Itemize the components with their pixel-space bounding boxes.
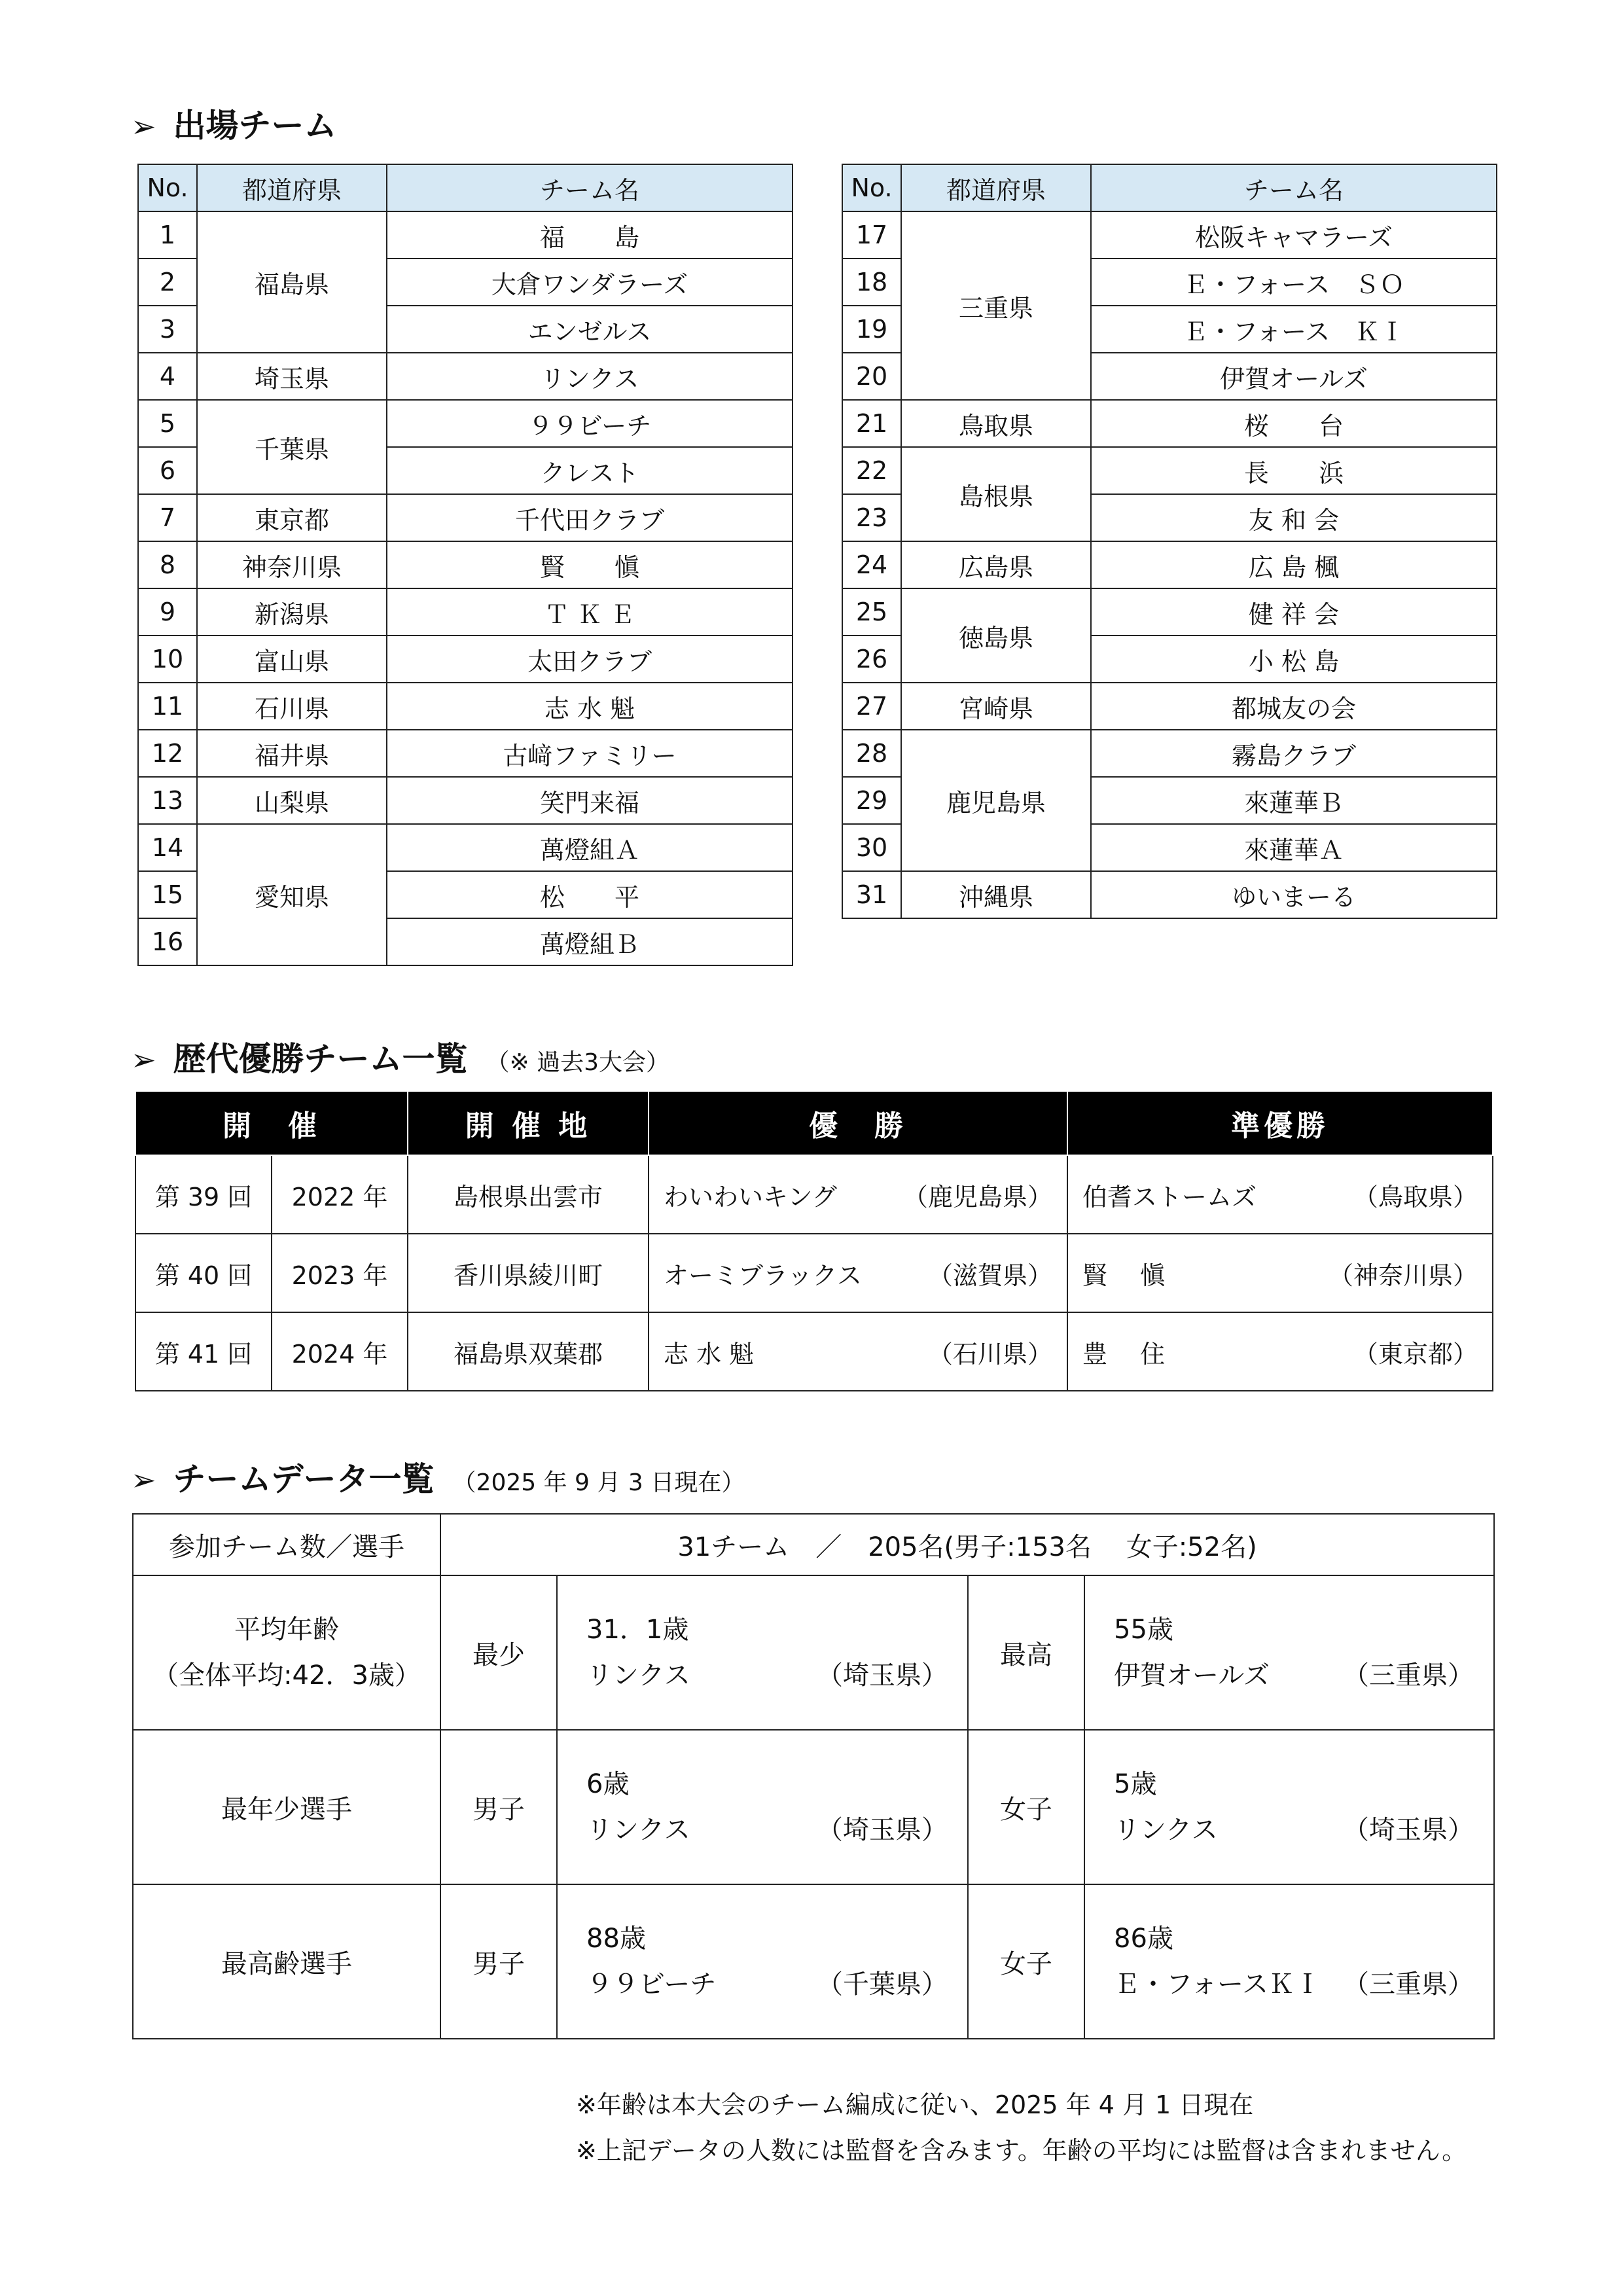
year: 2023 年 — [272, 1234, 408, 1312]
prefecture: 富山県 — [197, 636, 387, 683]
team-name: 賢 愼 — [387, 541, 793, 588]
header-held: 開 催 — [135, 1091, 408, 1155]
team-name: 小 松 島 — [1091, 636, 1497, 683]
team-name: 桜 台 — [1091, 400, 1497, 447]
youngest-female-label: 女子 — [968, 1730, 1084, 1884]
venue: 福島県双葉郡 — [408, 1312, 649, 1391]
prefecture: 埼玉県 — [197, 353, 387, 400]
team-name: 萬燈組Ａ — [387, 824, 793, 871]
team-no: 23 — [842, 494, 901, 541]
youngest-female-value: 5歳 リンクス （埼玉県） — [1084, 1730, 1494, 1884]
team-no: 4 — [138, 353, 197, 400]
team-no: 30 — [842, 824, 901, 871]
prefecture: 福島県 — [197, 211, 387, 353]
arrow-icon: ➢ — [131, 109, 156, 144]
team-no: 31 — [842, 871, 901, 918]
average-age-label: 平均年齢 （全体平均:42．3歳） — [133, 1575, 440, 1730]
youngest-male-value: 6歳 リンクス （埼玉県） — [557, 1730, 968, 1884]
team-no: 2 — [138, 259, 197, 306]
table-row — [842, 683, 1497, 730]
header-prefecture: 都道府県 — [901, 164, 1091, 211]
team-no: 28 — [842, 730, 901, 777]
table-row — [842, 588, 1497, 636]
team-no: 20 — [842, 353, 901, 400]
header-runner-up: 準優勝 — [1067, 1091, 1493, 1155]
team-name: 伊賀オールズ — [1091, 353, 1497, 400]
section-title-champions: ➢ 歴代優勝チーム一覧 （※ 過去3大会） — [131, 1040, 670, 1078]
table-row — [135, 1312, 1493, 1391]
table-row — [842, 871, 1497, 918]
team-no: 10 — [138, 636, 197, 683]
team-data-table — [132, 1513, 1495, 2039]
oldest-male-label: 男子 — [440, 1884, 557, 2039]
header-team-name: チーム名 — [387, 164, 793, 211]
team-no: 25 — [842, 588, 901, 636]
table-row — [842, 211, 1497, 259]
team-no: 17 — [842, 211, 901, 259]
team-no: 13 — [138, 777, 197, 824]
prefecture: 三重県 — [901, 211, 1091, 400]
table-row — [842, 400, 1497, 447]
venue: 島根県出雲市 — [408, 1155, 649, 1234]
runner-up: 伯耆ストームズ （鳥取県） — [1067, 1155, 1493, 1234]
section-title-teams: ➢ 出場チーム — [131, 107, 337, 145]
table-row — [138, 541, 793, 588]
table-row — [842, 541, 1497, 588]
min-label: 最少 — [440, 1575, 557, 1730]
team-name: 健 祥 会 — [1091, 588, 1497, 636]
team-no: 29 — [842, 777, 901, 824]
runner-up: 賢 愼 （神奈川県） — [1067, 1234, 1493, 1312]
year: 2024 年 — [272, 1312, 408, 1391]
prefecture: 鳥取県 — [901, 400, 1091, 447]
table-row — [138, 777, 793, 824]
section-title-team-data: ➢ チームデータ一覧 （2025 年 9 月 3 日現在） — [131, 1460, 745, 1498]
round: 第 41 回 — [135, 1312, 272, 1391]
participants-label: 参加チーム数／選手 — [133, 1514, 440, 1575]
round: 第 39 回 — [135, 1155, 272, 1234]
team-name: 松阪キャマラーズ — [1091, 211, 1497, 259]
prefecture: 広島県 — [901, 541, 1091, 588]
prefecture: 石川県 — [197, 683, 387, 730]
prefecture: 愛知県 — [197, 824, 387, 965]
prefecture: 千葉県 — [197, 400, 387, 494]
team-name: 千代田クラブ — [387, 494, 793, 541]
table-row — [138, 588, 793, 636]
arrow-icon: ➢ — [131, 1462, 156, 1498]
prefecture: 島根県 — [901, 447, 1091, 541]
team-no: 16 — [138, 918, 197, 965]
team-no: 21 — [842, 400, 901, 447]
header-no: No. — [138, 164, 197, 211]
team-no: 8 — [138, 541, 197, 588]
team-no: 27 — [842, 683, 901, 730]
team-name: エンゼルス — [387, 306, 793, 353]
winner: わいわいキング （鹿児島県） — [649, 1155, 1067, 1234]
team-no: 3 — [138, 306, 197, 353]
team-no: 26 — [842, 636, 901, 683]
team-name: 來蓮華Ａ — [1091, 824, 1497, 871]
table-row — [842, 447, 1497, 494]
table-row — [135, 1234, 1493, 1312]
team-name: クレスト — [387, 447, 793, 494]
prefecture: 神奈川県 — [197, 541, 387, 588]
team-name: 友 和 会 — [1091, 494, 1497, 541]
team-no: 7 — [138, 494, 197, 541]
round: 第 40 回 — [135, 1234, 272, 1312]
prefecture: 東京都 — [197, 494, 387, 541]
year: 2022 年 — [272, 1155, 408, 1234]
team-name: 大倉ワンダラーズ — [387, 259, 793, 306]
table-row — [133, 1575, 1494, 1730]
runner-up: 豊 住 （東京都） — [1067, 1312, 1493, 1391]
oldest-male-value: 88歳 ９９ビーチ （千葉県） — [557, 1884, 968, 2039]
team-table-left — [137, 164, 793, 966]
team-name: リンクス — [387, 353, 793, 400]
team-name: Ｔ Ｋ Ｅ — [387, 588, 793, 636]
footnote-coach-note: ※上記データの人数には監督を含みます。年齢の平均には監督は含まれません。 — [576, 2136, 1467, 2165]
team-name: ゆいまーる — [1091, 871, 1497, 918]
team-name: 志 水 魁 — [387, 683, 793, 730]
table-row — [138, 353, 793, 400]
winner: オーミブラックス （滋賀県） — [649, 1234, 1067, 1312]
team-no: 12 — [138, 730, 197, 777]
table-row — [138, 730, 793, 777]
arrow-icon: ➢ — [131, 1042, 156, 1077]
table-row — [138, 494, 793, 541]
team-name: 古﨑ファミリー — [387, 730, 793, 777]
oldest-female-value: 86歳 Ｅ・フォースＫＩ （三重県） — [1084, 1884, 1494, 2039]
team-no: 22 — [842, 447, 901, 494]
prefecture: 鹿児島県 — [901, 730, 1091, 871]
table-row — [138, 636, 793, 683]
header-no: No. — [842, 164, 901, 211]
team-name: 萬燈組Ｂ — [387, 918, 793, 965]
team-name: 長 浜 — [1091, 447, 1497, 494]
min-value: 31．1歳 リンクス （埼玉県） — [557, 1575, 968, 1730]
table-row — [138, 211, 793, 259]
team-no: 24 — [842, 541, 901, 588]
team-no: 1 — [138, 211, 197, 259]
team-no: 14 — [138, 824, 197, 871]
header-team-name: チーム名 — [1091, 164, 1497, 211]
header-venue: 開 催 地 — [408, 1091, 649, 1155]
header-prefecture: 都道府県 — [197, 164, 387, 211]
prefecture: 山梨県 — [197, 777, 387, 824]
team-no: 11 — [138, 683, 197, 730]
table-row — [138, 400, 793, 447]
team-no: 18 — [842, 259, 901, 306]
team-name: 霧島クラブ — [1091, 730, 1497, 777]
team-no: 15 — [138, 871, 197, 918]
team-table-right — [842, 164, 1497, 919]
team-no: 19 — [842, 306, 901, 353]
team-name: Ｅ・フォース ＫＩ — [1091, 306, 1497, 353]
youngest-male-label: 男子 — [440, 1730, 557, 1884]
table-row — [135, 1155, 1493, 1234]
table-row — [138, 683, 793, 730]
team-name: 広 島 楓 — [1091, 541, 1497, 588]
team-name: 都城友の会 — [1091, 683, 1497, 730]
champions-table — [135, 1090, 1493, 1391]
prefecture: 新潟県 — [197, 588, 387, 636]
venue: 香川県綾川町 — [408, 1234, 649, 1312]
table-row — [133, 1730, 1494, 1884]
winner: 志 水 魁 （石川県） — [649, 1312, 1067, 1391]
team-name: 松 平 — [387, 871, 793, 918]
team-name: ９９ビーチ — [387, 400, 793, 447]
prefecture: 沖縄県 — [901, 871, 1091, 918]
team-name: Ｅ・フォース ＳＯ — [1091, 259, 1497, 306]
prefecture: 宮崎県 — [901, 683, 1091, 730]
team-no: 5 — [138, 400, 197, 447]
footnote-age-basis: ※年齢は本大会のチーム編成に従い、2025 年 4 月 1 日現在 — [576, 2090, 1254, 2119]
prefecture: 徳島県 — [901, 588, 1091, 683]
team-no: 6 — [138, 447, 197, 494]
prefecture: 福井県 — [197, 730, 387, 777]
youngest-label: 最年少選手 — [133, 1730, 440, 1884]
table-row — [842, 730, 1497, 777]
max-label: 最高 — [968, 1575, 1084, 1730]
team-name: 太田クラブ — [387, 636, 793, 683]
header-winner: 優 勝 — [649, 1091, 1067, 1155]
team-name: 來蓮華Ｂ — [1091, 777, 1497, 824]
max-value: 55歳 伊賀オールズ （三重県） — [1084, 1575, 1494, 1730]
oldest-female-label: 女子 — [968, 1884, 1084, 2039]
team-no: 9 — [138, 588, 197, 636]
oldest-label: 最高齢選手 — [133, 1884, 440, 2039]
table-row — [133, 1514, 1494, 1575]
team-name: 福 島 — [387, 211, 793, 259]
table-row — [133, 1884, 1494, 2039]
team-name: 笑門来福 — [387, 777, 793, 824]
participants-value: 31チーム ／ 205名(男子:153名 女子:52名) — [440, 1514, 1494, 1575]
table-row — [138, 824, 793, 871]
